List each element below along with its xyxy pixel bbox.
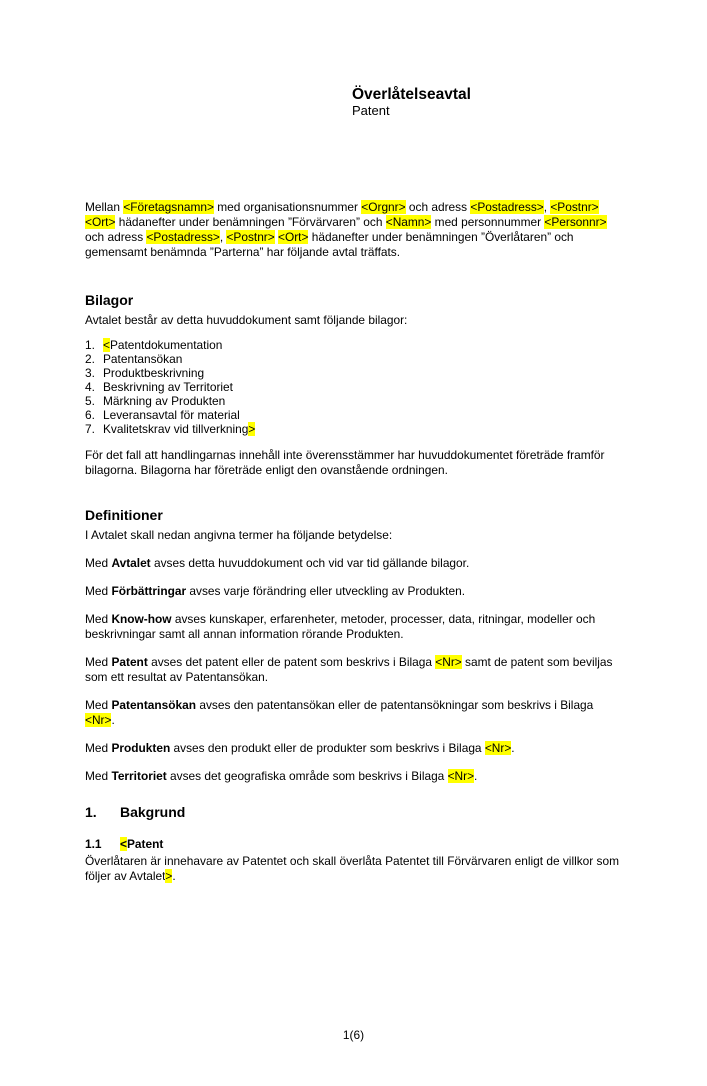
placeholder-field: < bbox=[103, 338, 110, 352]
attachment-item-label bbox=[103, 408, 240, 422]
placeholder-field: <Nr> bbox=[484, 741, 512, 755]
bilagor-lead: Avtalet består av detta huvuddokument samt följande bilagor: bbox=[85, 313, 408, 327]
text-segment: . bbox=[111, 713, 115, 727]
document-subtitle: Patent bbox=[352, 103, 390, 118]
text-segment: Med bbox=[85, 612, 112, 626]
text-segment: Know-how bbox=[111, 612, 172, 626]
attachment-item bbox=[85, 352, 622, 366]
text-segment: Produkten bbox=[111, 741, 171, 755]
attachment-list bbox=[85, 338, 622, 436]
attachment-item-number: 5. bbox=[85, 394, 95, 408]
precedence-note bbox=[85, 448, 622, 478]
bilagor-heading: Bilagor bbox=[85, 292, 134, 308]
text-segment: Beskrivning av Territoriet bbox=[103, 380, 233, 394]
page-number: 1(6) bbox=[342, 1028, 365, 1042]
placeholder-field: <Nr> bbox=[435, 655, 462, 669]
placeholder-field: <Nr> bbox=[85, 713, 112, 727]
text-segment: avses det geografiska område som beskrivs i Bilaga bbox=[166, 769, 448, 783]
definition-avtalet bbox=[85, 556, 622, 571]
text-segment: Avtalet bbox=[111, 556, 151, 570]
definition-know-how bbox=[85, 612, 622, 642]
text-segment: avses den patentansökan eller de patentansökningar som beskrivs i Bilaga bbox=[196, 698, 594, 712]
bakgrund-subheading bbox=[85, 837, 622, 852]
placeholder-field: < bbox=[120, 837, 127, 851]
attachment-item-label bbox=[103, 394, 225, 408]
attachment-item-number: 7. bbox=[85, 422, 95, 436]
attachment-item-number: 2. bbox=[85, 352, 95, 366]
attachment-item-label bbox=[103, 366, 204, 380]
placeholder-field: <Postadress> bbox=[146, 230, 220, 244]
text-segment: avses det patent eller de patent som beskrivs i Bilaga bbox=[147, 655, 436, 669]
placeholder-field: <Ort> bbox=[85, 215, 116, 229]
attachment-item bbox=[85, 422, 622, 436]
placeholder-field: <Företagsnamn> bbox=[123, 200, 214, 214]
bakgrund-heading-label: Bakgrund bbox=[120, 804, 186, 820]
text-segment: avses den produkt eller de produkter som beskrivs i Bilaga bbox=[170, 741, 485, 755]
attachment-item-number: 4. bbox=[85, 380, 95, 394]
text-segment: Territoriet bbox=[111, 769, 167, 783]
text-segment: Överlåtaren är innehavare av Patentet och skall överlåta Patentet till Förvärvaren enligt de villkor som följer av Avtalet bbox=[85, 854, 620, 883]
attachment-item bbox=[85, 394, 622, 408]
placeholder-field: > bbox=[165, 869, 173, 883]
text-segment: med organisationsnummer bbox=[213, 200, 362, 214]
intro-paragraph bbox=[85, 200, 622, 260]
attachment-item-label bbox=[103, 352, 182, 366]
bakgrund-subheading-label bbox=[120, 837, 163, 852]
text-segment: För det fall att handlingarnas innehåll inte överensstämmer har huvuddokumentet företräde framför bilagorna. Bilagorna har företräde enligt den ovanstående ordningen. bbox=[85, 448, 605, 477]
text-segment: avses varje förändring eller utveckling av Produkten. bbox=[186, 584, 466, 598]
definition-forbattringar bbox=[85, 584, 622, 599]
placeholder-field: > bbox=[248, 422, 256, 436]
definitioner-lead: I Avtalet skall nedan angivna termer ha följande betydelse: bbox=[85, 528, 393, 542]
definition-territoriet bbox=[85, 769, 622, 784]
text-segment: , bbox=[543, 200, 551, 214]
text-segment: Med bbox=[85, 584, 112, 598]
text-segment: Kvalitetskrav vid tillverkning bbox=[103, 422, 249, 436]
text-segment: Förbättringar bbox=[111, 584, 187, 598]
attachment-item-label bbox=[103, 380, 233, 394]
text-segment: Produktbeskrivning bbox=[103, 366, 205, 380]
text-segment: . bbox=[172, 869, 176, 883]
bakgrund-heading bbox=[85, 803, 622, 821]
text-segment: Mellan bbox=[85, 200, 124, 214]
document-page bbox=[0, 86, 707, 1086]
text-segment: Patentansökan bbox=[103, 352, 183, 366]
text-segment: Med bbox=[85, 655, 112, 669]
text-segment: och adress bbox=[85, 230, 147, 244]
text-segment: Patentdokumentation bbox=[109, 338, 223, 352]
bakgrund-paragraph bbox=[85, 854, 622, 884]
text-segment: hädanefter under benämningen ”Förvärvaren” och bbox=[115, 215, 386, 229]
text-segment: Märkning av Produkten bbox=[103, 394, 226, 408]
attachment-item-number: 3. bbox=[85, 366, 95, 380]
attachment-item bbox=[85, 338, 622, 352]
text-segment: Med bbox=[85, 741, 112, 755]
text-segment: med personnummer bbox=[431, 215, 545, 229]
placeholder-field: <Postnr> bbox=[550, 200, 599, 214]
attachment-item-number: 1. bbox=[85, 338, 95, 352]
placeholder-field: <Namn> bbox=[385, 215, 432, 229]
placeholder-field: <Postadress> bbox=[470, 200, 544, 214]
bakgrund-subheading-number: 1.1 bbox=[85, 837, 102, 851]
placeholder-field: <Ort> bbox=[278, 230, 309, 244]
placeholder-field: <Nr> bbox=[447, 769, 475, 783]
definition-patentansokan bbox=[85, 698, 622, 728]
definition-produkten bbox=[85, 741, 622, 756]
definition-patent bbox=[85, 655, 622, 685]
placeholder-field: <Postnr> bbox=[226, 230, 275, 244]
text-segment: . bbox=[511, 741, 515, 755]
attachment-item-label bbox=[103, 422, 255, 436]
text-segment: Patent bbox=[111, 655, 148, 669]
text-segment: Leveransavtal för material bbox=[103, 408, 240, 422]
text-segment: Med bbox=[85, 556, 112, 570]
text-segment: avses kunskaper, erfarenheter, metoder, processer, data, ritningar, modeller och beskrivningar samt all annan information rörande Produkten. bbox=[85, 612, 596, 641]
attachment-item-number: 6. bbox=[85, 408, 95, 422]
text-segment: . bbox=[474, 769, 478, 783]
text-segment: Patent bbox=[126, 837, 164, 851]
placeholder-field: <Personnr> bbox=[544, 215, 607, 229]
document-header bbox=[352, 86, 622, 118]
attachment-item-label bbox=[103, 338, 222, 352]
definitioner-heading: Definitioner bbox=[85, 507, 163, 523]
text-segment: och adress bbox=[405, 200, 471, 214]
text-segment: samt de patent som beviljas som ett resultat av Patentansökan. bbox=[85, 655, 613, 684]
text-segment: hädanefter under benämningen ”Överlåtaren” och gemensamt benämnda ”Parterna” har följande avtal träffats. bbox=[85, 230, 574, 259]
text-segment: Med bbox=[85, 698, 112, 712]
placeholder-field: <Orgnr> bbox=[361, 200, 406, 214]
attachment-item bbox=[85, 380, 622, 394]
text-segment: Med bbox=[85, 769, 112, 783]
attachment-item bbox=[85, 408, 622, 422]
text-segment: , bbox=[219, 230, 227, 244]
attachment-item bbox=[85, 366, 622, 380]
text-segment: avses detta huvuddokument och vid var tid gällande bilagor. bbox=[150, 556, 470, 570]
text-segment: Patentansökan bbox=[111, 698, 197, 712]
bakgrund-heading-number: 1. bbox=[85, 804, 97, 820]
document-title: Överlåtelseavtal bbox=[352, 86, 471, 103]
